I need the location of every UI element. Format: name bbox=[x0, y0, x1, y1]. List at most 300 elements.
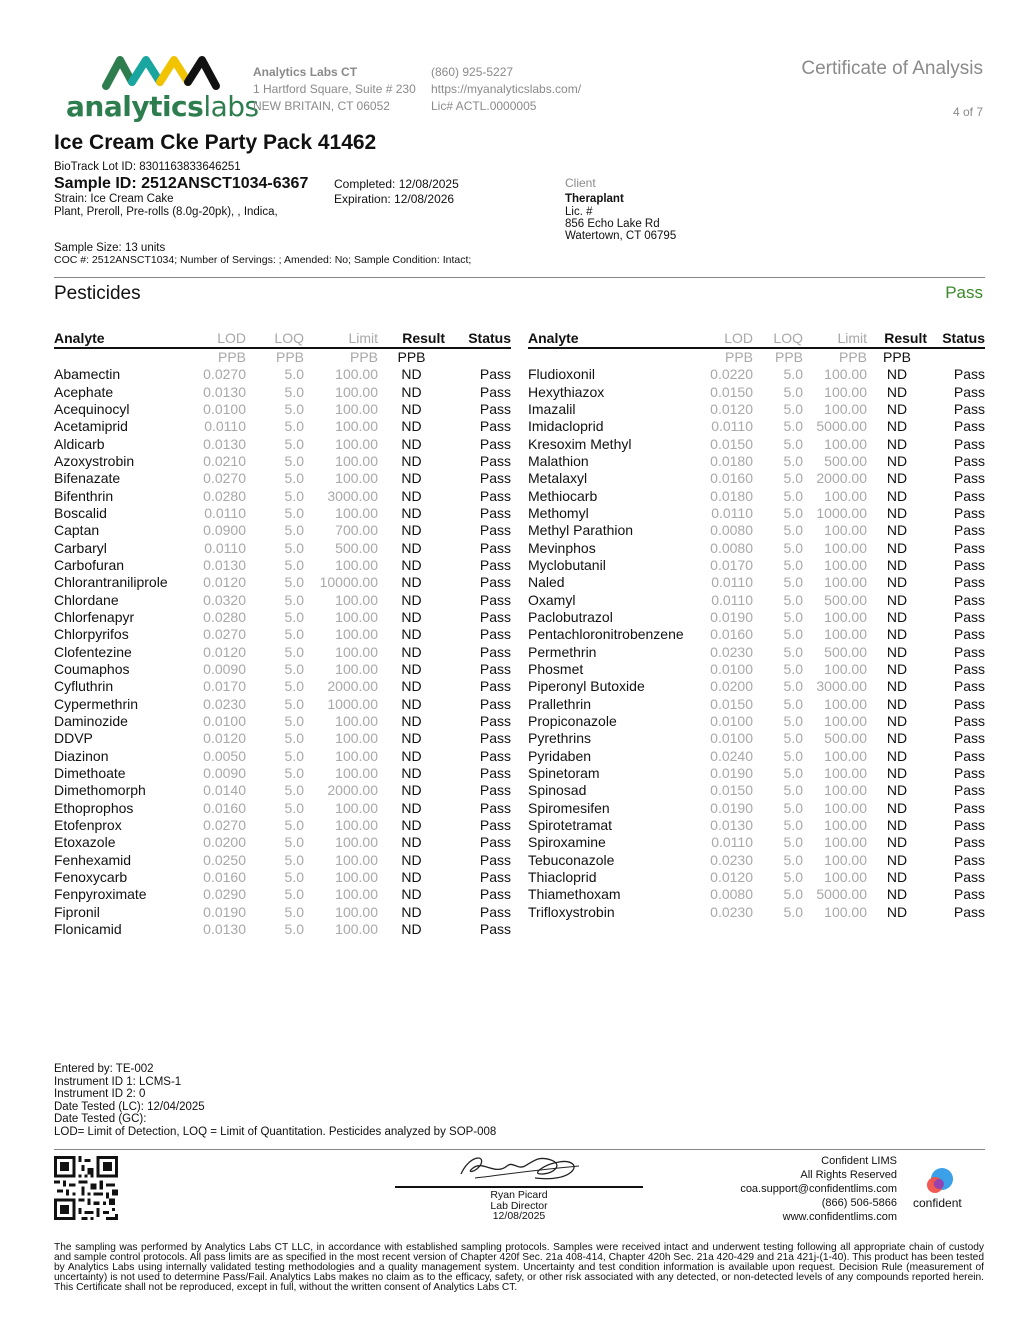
lab-address-line2: NEW BRITAIN, CT 06052 bbox=[253, 99, 390, 113]
analyte-name: Kresoxim Methyl bbox=[528, 435, 632, 452]
table-row bbox=[54, 661, 511, 678]
limit-value: 100.00 bbox=[824, 608, 867, 625]
lod-value: 0.0090 bbox=[203, 765, 246, 782]
status-value: Pass bbox=[479, 817, 511, 834]
loq-value: 5.0 bbox=[783, 591, 803, 608]
loq-value: 5.0 bbox=[284, 661, 304, 678]
lab-address-line1: 1 Hartford Square, Suite # 230 bbox=[253, 82, 416, 96]
loq-value: 5.0 bbox=[783, 418, 803, 435]
status-value: Pass bbox=[479, 383, 511, 400]
table-row bbox=[54, 401, 511, 418]
analyte-name: Bifenthrin bbox=[54, 487, 114, 504]
analyte-name: DDVP bbox=[54, 730, 93, 747]
lod-value: 0.0130 bbox=[203, 435, 246, 452]
loq-value: 5.0 bbox=[783, 886, 803, 903]
unit-loq: PPB bbox=[275, 349, 304, 365]
status-value: Pass bbox=[479, 591, 511, 608]
loq-value: 5.0 bbox=[783, 626, 803, 643]
lod-value: 0.0110 bbox=[711, 418, 753, 435]
loq-value: 5.0 bbox=[783, 643, 803, 660]
lod-value: 0.0280 bbox=[203, 608, 246, 625]
result-value: ND bbox=[886, 487, 908, 504]
lod-value: 0.0210 bbox=[203, 452, 246, 469]
limit-value: 500.00 bbox=[824, 730, 867, 747]
result-value: ND bbox=[401, 643, 422, 660]
analyte-name: Pyrethrins bbox=[528, 730, 592, 747]
table-row bbox=[528, 522, 985, 539]
limit-value: 2000.00 bbox=[327, 678, 378, 695]
result-value: ND bbox=[886, 886, 908, 903]
limit-value: 100.00 bbox=[335, 730, 378, 747]
status-value: Pass bbox=[953, 418, 985, 435]
sign-date: 12/08/2025 bbox=[492, 1210, 546, 1222]
limit-value: 10000.00 bbox=[319, 574, 378, 591]
result-value: ND bbox=[401, 834, 422, 851]
client-license: Lic. # bbox=[565, 206, 593, 218]
status-value: Pass bbox=[953, 869, 985, 886]
loq-value: 5.0 bbox=[783, 747, 803, 764]
lab-website[interactable]: https://myanalyticslabs.com/ bbox=[431, 82, 582, 96]
lod-value: 0.0100 bbox=[203, 713, 246, 730]
unit-result: PPB bbox=[882, 349, 911, 365]
lod-value: 0.0110 bbox=[711, 574, 753, 591]
lims-website[interactable]: www.confidentlims.com bbox=[782, 1211, 897, 1223]
table-row bbox=[528, 661, 985, 678]
status-value: Pass bbox=[953, 470, 985, 487]
lod-value: 0.0130 bbox=[710, 817, 753, 834]
table-row bbox=[54, 366, 511, 383]
limit-value: 100.00 bbox=[335, 799, 378, 816]
result-value: ND bbox=[401, 765, 422, 782]
result-value: ND bbox=[401, 504, 422, 521]
result-value: ND bbox=[886, 817, 908, 834]
analyte-name: Pentachloronitrobenzene bbox=[528, 626, 684, 643]
limit-value: 100.00 bbox=[824, 834, 867, 851]
result-value: ND bbox=[401, 817, 422, 834]
result-value: ND bbox=[401, 678, 422, 695]
status-value: Pass bbox=[953, 400, 985, 417]
table-row bbox=[54, 852, 511, 869]
status-value: Pass bbox=[479, 834, 511, 851]
table-row bbox=[528, 539, 985, 556]
analyte-name: Carbofuran bbox=[54, 556, 125, 573]
loq-value: 5.0 bbox=[284, 903, 304, 920]
result-value: ND bbox=[401, 366, 422, 383]
client-address-line2: Watertown, CT 06795 bbox=[565, 230, 677, 242]
loq-value: 5.0 bbox=[783, 487, 803, 504]
limit-value: 100.00 bbox=[824, 765, 867, 782]
status-value: Pass bbox=[479, 418, 511, 435]
limit-value: 100.00 bbox=[824, 539, 867, 556]
analyte-name: Daminozide bbox=[54, 713, 128, 730]
loq-value: 5.0 bbox=[783, 366, 803, 383]
lod-value: 0.0180 bbox=[710, 487, 753, 504]
lod-value: 0.0220 bbox=[710, 366, 753, 383]
limit-value: 2000.00 bbox=[816, 470, 867, 487]
limit-value: 100.00 bbox=[335, 765, 378, 782]
footer-divider bbox=[54, 1149, 985, 1150]
result-value: ND bbox=[886, 522, 908, 539]
loq-value: 5.0 bbox=[783, 556, 803, 573]
lod-value: 0.0270 bbox=[203, 366, 246, 383]
table-row bbox=[54, 418, 511, 435]
lod-value: 0.0190 bbox=[710, 799, 753, 816]
table-row bbox=[528, 366, 985, 383]
status-value: Pass bbox=[953, 713, 985, 730]
lod-value: 0.0130 bbox=[203, 921, 246, 938]
result-value: ND bbox=[886, 661, 908, 678]
result-value: ND bbox=[401, 435, 422, 452]
analyte-name: Bifenazate bbox=[54, 470, 121, 487]
lod-value: 0.0190 bbox=[710, 608, 753, 625]
result-value: ND bbox=[886, 730, 908, 747]
lab-phone: (860) 925-5227 bbox=[431, 65, 514, 79]
table-row bbox=[54, 522, 511, 539]
limit-value: 100.00 bbox=[335, 366, 378, 383]
table-row bbox=[528, 886, 985, 903]
status-value: Pass bbox=[953, 747, 985, 764]
table-row bbox=[528, 800, 985, 817]
table-row bbox=[54, 748, 511, 765]
analyte-name: Flonicamid bbox=[54, 921, 122, 938]
result-value: ND bbox=[401, 730, 422, 747]
result-value: ND bbox=[401, 539, 422, 556]
status-value: Pass bbox=[953, 886, 985, 903]
status-value: Pass bbox=[953, 591, 985, 608]
analyte-name: Chlorantraniliprole bbox=[54, 574, 168, 591]
result-value: ND bbox=[886, 765, 908, 782]
client-label: Client bbox=[565, 176, 596, 190]
status-value: Pass bbox=[479, 921, 511, 938]
analyte-name: Imazalil bbox=[528, 400, 576, 417]
status-value: Pass bbox=[479, 366, 511, 383]
analyte-name: Piperonyl Butoxide bbox=[528, 678, 645, 695]
lod-value: 0.0080 bbox=[710, 886, 753, 903]
status-value: Pass bbox=[953, 556, 985, 573]
analyte-name: Acequinocyl bbox=[54, 400, 130, 417]
status-value: Pass bbox=[953, 661, 985, 678]
loq-value: 5.0 bbox=[284, 851, 304, 868]
status-value: Pass bbox=[479, 539, 511, 556]
status-value: Pass bbox=[479, 799, 511, 816]
analyte-name: Chlorfenapyr bbox=[54, 608, 135, 625]
status-value: Pass bbox=[479, 643, 511, 660]
unit-limit: PPB bbox=[838, 349, 867, 365]
loq-value: 5.0 bbox=[284, 678, 304, 695]
lod-value: 0.0280 bbox=[203, 487, 246, 504]
table-row bbox=[528, 678, 985, 695]
loq-value: 5.0 bbox=[783, 799, 803, 816]
status-value: Pass bbox=[479, 470, 511, 487]
lims-info bbox=[740, 1154, 897, 1224]
limit-value: 1000.00 bbox=[816, 504, 867, 521]
result-value: ND bbox=[886, 435, 908, 452]
strain: Strain: Ice Cream Cake bbox=[54, 193, 174, 205]
lod-value: 0.0270 bbox=[203, 470, 246, 487]
status-value: Pass bbox=[953, 730, 985, 747]
section-status: Pass bbox=[945, 283, 983, 302]
lod-value: 0.0230 bbox=[203, 695, 246, 712]
limit-value: 100.00 bbox=[335, 556, 378, 573]
table-row bbox=[528, 817, 985, 834]
limit-value: 100.00 bbox=[824, 556, 867, 573]
analyte-name: Dimethomorph bbox=[54, 782, 146, 799]
unit-limit: PPB bbox=[349, 349, 378, 365]
limit-value: 3000.00 bbox=[327, 487, 378, 504]
loq-value: 5.0 bbox=[284, 418, 304, 435]
analyte-name: Chlordane bbox=[54, 591, 119, 608]
col-loq: LOQ bbox=[753, 330, 803, 348]
table-row bbox=[54, 626, 511, 643]
table-row bbox=[54, 696, 511, 713]
status-value: Pass bbox=[479, 556, 511, 573]
limit-value: 100.00 bbox=[824, 522, 867, 539]
table-row bbox=[54, 383, 511, 400]
loq-value: 5.0 bbox=[783, 851, 803, 868]
limit-value: 700.00 bbox=[335, 522, 378, 539]
limit-value: 100.00 bbox=[335, 418, 378, 435]
status-value: Pass bbox=[953, 903, 985, 920]
table-row bbox=[528, 713, 985, 730]
logo-wordmark: analyticslabs bbox=[66, 90, 259, 123]
status-value: Pass bbox=[953, 504, 985, 521]
lod-value: 0.0090 bbox=[203, 661, 246, 678]
lod-value: 0.0230 bbox=[710, 903, 753, 920]
loq-value: 5.0 bbox=[783, 400, 803, 417]
loq-value: 5.0 bbox=[284, 522, 304, 539]
loq-value: 5.0 bbox=[284, 869, 304, 886]
result-value: ND bbox=[401, 886, 422, 903]
table-row bbox=[528, 435, 985, 452]
result-value: ND bbox=[886, 851, 908, 868]
unit-loq: PPB bbox=[774, 349, 803, 365]
lod-value: 0.0120 bbox=[203, 574, 246, 591]
table-row bbox=[54, 730, 511, 747]
analyte-name: Myclobutanil bbox=[528, 556, 606, 573]
analyte-name: Azoxystrobin bbox=[54, 452, 135, 469]
analyte-name: Coumaphos bbox=[54, 661, 130, 678]
limit-value: 100.00 bbox=[335, 452, 378, 469]
entered-by: Entered by: TE-002 bbox=[54, 1063, 154, 1075]
table-row bbox=[54, 886, 511, 903]
status-value: Pass bbox=[953, 765, 985, 782]
loq-value: 5.0 bbox=[284, 504, 304, 521]
table-row bbox=[528, 696, 985, 713]
loq-value: 5.0 bbox=[284, 556, 304, 573]
analyte-name: Imidacloprid bbox=[528, 418, 604, 435]
table-row bbox=[54, 557, 511, 574]
lod-value: 0.0110 bbox=[204, 539, 246, 556]
logo-mark-icon bbox=[102, 52, 232, 92]
table-row bbox=[54, 470, 511, 487]
lod-value: 0.0080 bbox=[710, 539, 753, 556]
lod-value: 0.0250 bbox=[203, 851, 246, 868]
loq-value: 5.0 bbox=[783, 522, 803, 539]
limit-value: 3000.00 bbox=[816, 678, 867, 695]
lod-value: 0.0290 bbox=[203, 886, 246, 903]
status-value: Pass bbox=[479, 869, 511, 886]
loq-value: 5.0 bbox=[783, 903, 803, 920]
table-row bbox=[54, 713, 511, 730]
analyte-name: Etofenprox bbox=[54, 817, 122, 834]
lod-value: 0.0160 bbox=[203, 869, 246, 886]
analyte-name: Oxamyl bbox=[528, 591, 576, 608]
lims-email[interactable]: coa.support@confidentlims.com bbox=[740, 1183, 897, 1195]
analyte-name: Phosmet bbox=[528, 661, 584, 678]
status-value: Pass bbox=[953, 678, 985, 695]
lod-value: 0.0270 bbox=[203, 626, 246, 643]
limit-value: 100.00 bbox=[335, 903, 378, 920]
table-row bbox=[528, 557, 985, 574]
lod-value: 0.0050 bbox=[203, 747, 246, 764]
loq-value: 5.0 bbox=[783, 470, 803, 487]
limit-value: 100.00 bbox=[335, 504, 378, 521]
table-row bbox=[54, 834, 511, 851]
loq-value: 5.0 bbox=[783, 435, 803, 452]
result-value: ND bbox=[886, 799, 908, 816]
loq-value: 5.0 bbox=[284, 695, 304, 712]
lod-value: 0.0320 bbox=[203, 591, 246, 608]
lod-value: 0.0100 bbox=[710, 713, 753, 730]
status-value: Pass bbox=[479, 452, 511, 469]
status-value: Pass bbox=[953, 695, 985, 712]
loq-value: 5.0 bbox=[284, 713, 304, 730]
result-value: ND bbox=[886, 608, 908, 625]
analyte-name: Paclobutrazol bbox=[528, 608, 613, 625]
limit-value: 100.00 bbox=[335, 643, 378, 660]
lod-value: 0.0100 bbox=[203, 400, 246, 417]
result-value: ND bbox=[401, 470, 422, 487]
limit-value: 100.00 bbox=[335, 435, 378, 452]
analyte-name: Thiamethoxam bbox=[528, 886, 621, 903]
analyte-name: Methiocarb bbox=[528, 487, 598, 504]
table-row bbox=[528, 869, 985, 886]
table-row bbox=[54, 782, 511, 799]
table-row bbox=[54, 869, 511, 886]
status-value: Pass bbox=[953, 782, 985, 799]
table-row bbox=[54, 904, 511, 921]
status-value: Pass bbox=[479, 851, 511, 868]
lod-value: 0.0240 bbox=[710, 747, 753, 764]
unit-result: PPB bbox=[397, 349, 426, 365]
loq-value: 5.0 bbox=[284, 574, 304, 591]
lod-value: 0.0140 bbox=[203, 782, 246, 799]
analyte-name: Fipronil bbox=[54, 903, 100, 920]
biotrack-lot-id: BioTrack Lot ID: 8301163833646251 bbox=[54, 161, 241, 173]
result-value: ND bbox=[401, 626, 422, 643]
limit-value: 100.00 bbox=[824, 747, 867, 764]
limit-value: 500.00 bbox=[824, 591, 867, 608]
status-value: Pass bbox=[479, 504, 511, 521]
analyte-name: Boscalid bbox=[54, 504, 107, 521]
table-row bbox=[54, 800, 511, 817]
limit-value: 100.00 bbox=[335, 851, 378, 868]
result-value: ND bbox=[401, 747, 422, 764]
status-value: Pass bbox=[479, 435, 511, 452]
limit-value: 100.00 bbox=[824, 713, 867, 730]
lod-value: 0.0130 bbox=[203, 383, 246, 400]
instrument-id-2: Instrument ID 2: 0 bbox=[54, 1088, 146, 1100]
confident-logo-icon bbox=[921, 1165, 961, 1197]
status-value: Pass bbox=[479, 678, 511, 695]
result-value: ND bbox=[886, 556, 908, 573]
analyte-name: Naled bbox=[528, 574, 565, 591]
limit-value: 100.00 bbox=[824, 383, 867, 400]
loq-value: 5.0 bbox=[783, 452, 803, 469]
col-lod: LOD bbox=[194, 330, 246, 348]
loq-value: 5.0 bbox=[783, 765, 803, 782]
result-value: ND bbox=[886, 470, 908, 487]
unit-lod: PPB bbox=[217, 349, 246, 365]
result-value: ND bbox=[401, 661, 422, 678]
analyte-name: Methomyl bbox=[528, 504, 589, 521]
analyte-name: Acetamiprid bbox=[54, 418, 128, 435]
loq-value: 5.0 bbox=[284, 834, 304, 851]
loq-value: 5.0 bbox=[284, 799, 304, 816]
table-row bbox=[528, 487, 985, 504]
col-result: Result bbox=[867, 330, 927, 348]
analyte-name: Thiacloprid bbox=[528, 869, 597, 886]
loq-value: 5.0 bbox=[284, 782, 304, 799]
result-value: ND bbox=[401, 851, 422, 868]
limit-value: 100.00 bbox=[824, 435, 867, 452]
result-value: ND bbox=[886, 539, 908, 556]
result-value: ND bbox=[401, 487, 422, 504]
status-value: Pass bbox=[953, 452, 985, 469]
lod-value: 0.0080 bbox=[710, 522, 753, 539]
lod-value: 0.0110 bbox=[711, 504, 753, 521]
analyte-name: Spinetoram bbox=[528, 765, 600, 782]
status-value: Pass bbox=[953, 383, 985, 400]
table-row bbox=[528, 765, 985, 782]
status-value: Pass bbox=[479, 765, 511, 782]
status-value: Pass bbox=[479, 574, 511, 591]
table-row bbox=[528, 591, 985, 608]
completed-date: Completed: 12/08/2025 bbox=[334, 177, 459, 191]
result-value: ND bbox=[886, 869, 908, 886]
result-value: ND bbox=[886, 643, 908, 660]
result-value: ND bbox=[886, 366, 908, 383]
result-value: ND bbox=[401, 522, 422, 539]
table-row bbox=[528, 383, 985, 400]
result-value: ND bbox=[886, 400, 908, 417]
test-metadata bbox=[54, 1063, 496, 1138]
table-row bbox=[528, 644, 985, 661]
loq-value: 5.0 bbox=[783, 713, 803, 730]
status-value: Pass bbox=[479, 903, 511, 920]
result-value: ND bbox=[401, 695, 422, 712]
lod-value: 0.0110 bbox=[204, 418, 246, 435]
result-value: ND bbox=[886, 747, 908, 764]
lod-value: 0.0100 bbox=[710, 730, 753, 747]
signer-name: Ryan Picard bbox=[490, 1189, 548, 1201]
status-value: Pass bbox=[479, 487, 511, 504]
status-value: Pass bbox=[953, 522, 985, 539]
analyte-name: Cypermethrin bbox=[54, 695, 139, 712]
analyte-name: Etoxazole bbox=[54, 834, 116, 851]
status-value: Pass bbox=[479, 782, 511, 799]
limit-value: 100.00 bbox=[335, 661, 378, 678]
unit-lod: PPB bbox=[724, 349, 753, 365]
result-value: ND bbox=[401, 608, 422, 625]
table-row bbox=[54, 591, 511, 608]
status-value: Pass bbox=[953, 643, 985, 660]
analyte-name: Clofentezine bbox=[54, 643, 132, 660]
loq-value: 5.0 bbox=[284, 487, 304, 504]
col-analyte: Analyte bbox=[528, 330, 698, 348]
status-value: Pass bbox=[953, 539, 985, 556]
lod-value: 0.0180 bbox=[710, 452, 753, 469]
